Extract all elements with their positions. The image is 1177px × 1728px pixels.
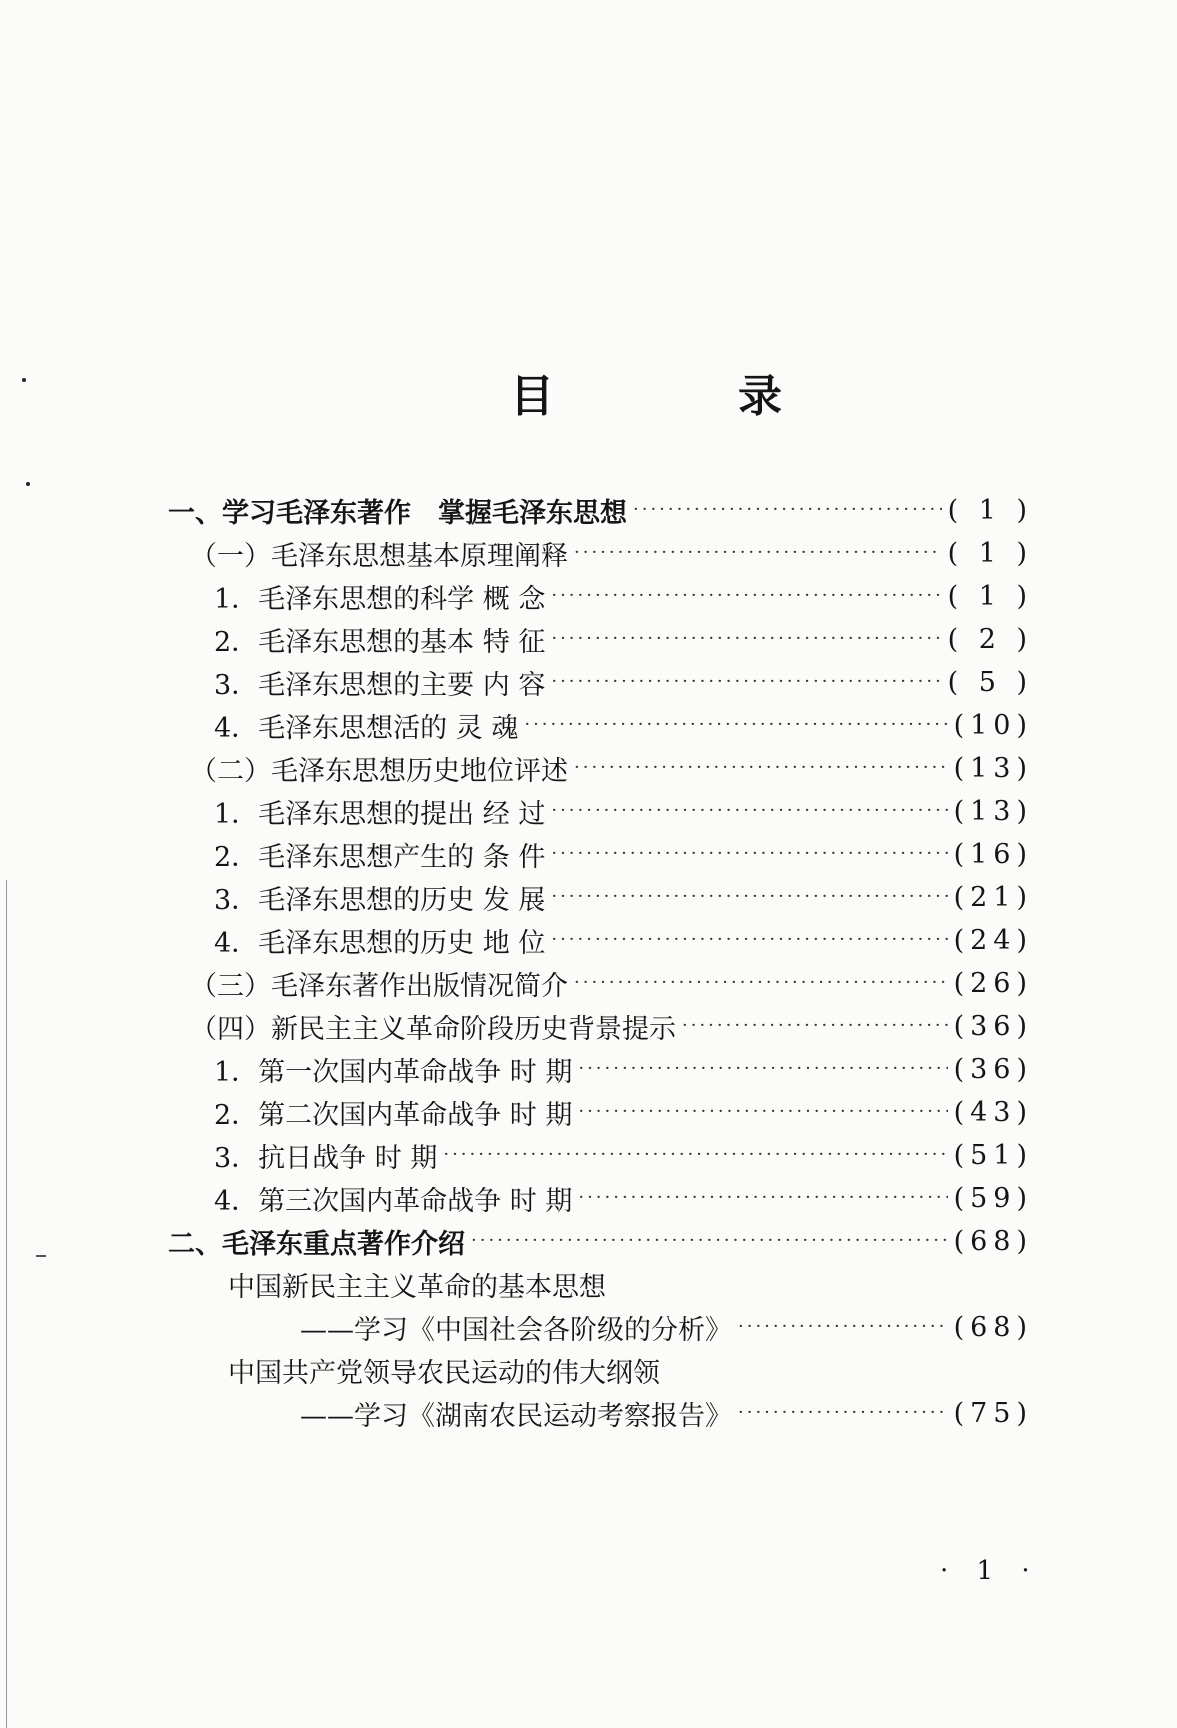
scan-speck [26, 482, 30, 486]
toc-entry-label: ——学习《湖南农民运动考察报告》 [300, 1400, 732, 1432]
toc-entry [214, 705, 1033, 745]
toc-entry [190, 963, 1033, 1003]
toc-entry [228, 1350, 1033, 1390]
toc-entry [214, 877, 1033, 917]
toc-entry-page: ( 2 ) [947, 623, 1033, 655]
toc-entry-label: 3．毛泽东思想的历史 发 展 [214, 884, 546, 916]
toc-entry-label: 中国新民主主义革命的基本思想 [228, 1271, 606, 1303]
toc-entry-page: (51) [953, 1139, 1033, 1171]
toc-entry-label: 二、毛泽东重点著作介绍 [168, 1228, 465, 1260]
toc-leader-dots [633, 490, 942, 530]
toc-entry-page: (36) [953, 1053, 1033, 1085]
toc-entry-label: （一）毛泽东思想基本原理阐释 [190, 540, 568, 572]
toc-leader-dots [551, 877, 947, 917]
toc-entry [190, 1006, 1033, 1046]
toc-leader-dots [471, 1221, 948, 1261]
toc-leader-dots [574, 748, 948, 788]
toc-leader-dots [524, 705, 947, 745]
scan-edge-line [6, 880, 7, 1728]
page-number: · 1 · [940, 1556, 1040, 1586]
toc-entry-page: (59) [953, 1182, 1033, 1214]
toc-leader-dots [574, 533, 942, 573]
toc-entry-label: 4．毛泽东思想的历史 地 位 [214, 927, 546, 959]
toc-entry-page: (75) [953, 1397, 1033, 1429]
toc-entry-label: 1．毛泽东思想的提出 经 过 [214, 798, 546, 830]
toc-entry-page: (16) [953, 838, 1033, 870]
toc-entry-label: （四）新民主主义革命阶段历史背景提示 [190, 1013, 676, 1045]
toc-leader-dots [738, 1307, 948, 1347]
toc-leader-dots [738, 1393, 948, 1433]
toc-entry [214, 920, 1033, 960]
toc-leader-dots [443, 1135, 947, 1175]
toc-entry-page: (13) [953, 795, 1033, 827]
toc-entry [214, 1178, 1033, 1218]
page-title: 目 录 [510, 371, 852, 422]
toc-entry-page: (21) [953, 881, 1033, 913]
toc-entry-page: ( 1 ) [947, 580, 1033, 612]
toc-entry-page: (36) [953, 1010, 1033, 1042]
toc-leader-dots [551, 619, 941, 659]
toc-entry-label: （三）毛泽东著作出版情况简介 [190, 970, 568, 1002]
toc-entry-page: ( 1 ) [947, 537, 1033, 569]
toc-leader-dots [578, 1178, 947, 1218]
toc-leader-dots [682, 1006, 948, 1046]
toc-entry-label: 3．抗日战争 时 期 [214, 1142, 438, 1174]
toc-leader-dots [578, 1092, 947, 1132]
toc-entry [214, 791, 1033, 831]
toc-leader-dots [551, 576, 941, 616]
toc-entry [190, 533, 1033, 573]
toc-entry-label: 3．毛泽东思想的主要 内 容 [214, 669, 546, 701]
toc-leader-dots [551, 920, 947, 960]
toc-entry [168, 490, 1033, 530]
toc-entry [228, 1264, 1033, 1304]
toc-entry [214, 1049, 1033, 1089]
toc-entry-label: 4．毛泽东思想活的 灵 魂 [214, 712, 519, 744]
toc-entry [300, 1393, 1033, 1433]
toc-entry-page: (10) [953, 709, 1033, 741]
toc-entry-page: (68) [953, 1225, 1033, 1257]
scan-speck [22, 378, 26, 382]
toc-entry-page: ( 1 ) [947, 494, 1033, 526]
toc-entry [214, 1135, 1033, 1175]
toc-entry [190, 748, 1033, 788]
toc-entry-label: ——学习《中国社会各阶级的分析》 [300, 1314, 732, 1346]
toc-leader-dots [574, 963, 948, 1003]
toc-entry [168, 1221, 1033, 1261]
toc-leader-dots [551, 662, 941, 702]
toc-entry [214, 1092, 1033, 1132]
toc-entry [300, 1307, 1033, 1347]
toc-entry-page: (13) [953, 752, 1033, 784]
toc-leader-dots [578, 1049, 947, 1089]
toc-entry-label: 1．第一次国内革命战争 时 期 [214, 1056, 573, 1088]
toc-entry [214, 619, 1033, 659]
toc-entry-label: 4．第三次国内革命战争 时 期 [214, 1185, 573, 1217]
toc-leader-dots [551, 834, 947, 874]
toc-entry [214, 576, 1033, 616]
toc-entry-page: ( 5 ) [947, 666, 1033, 698]
toc-entry-page: (43) [953, 1096, 1033, 1128]
toc-entry-label: 1．毛泽东思想的科学 概 念 [214, 583, 546, 615]
toc-entry [214, 662, 1033, 702]
toc-entry-label: 2．毛泽东思想产生的 条 件 [214, 841, 546, 873]
toc-entry-page: (26) [953, 967, 1033, 999]
toc-entry-label: 2．第二次国内革命战争 时 期 [214, 1099, 573, 1131]
toc-entry [214, 834, 1033, 874]
toc-entry-label: 一、学习毛泽东著作 掌握毛泽东思想 [168, 497, 627, 529]
toc-entry-page: (68) [953, 1311, 1033, 1343]
toc-entry-label: 2．毛泽东思想的基本 特 征 [214, 626, 546, 658]
scan-mark [36, 1255, 46, 1257]
toc-entry-label: 中国共产党领导农民运动的伟大纲领 [228, 1357, 660, 1389]
toc-entry-page: (24) [953, 924, 1033, 956]
toc-entry-label: （二）毛泽东思想历史地位评述 [190, 755, 568, 787]
toc-leader-dots [551, 791, 947, 831]
